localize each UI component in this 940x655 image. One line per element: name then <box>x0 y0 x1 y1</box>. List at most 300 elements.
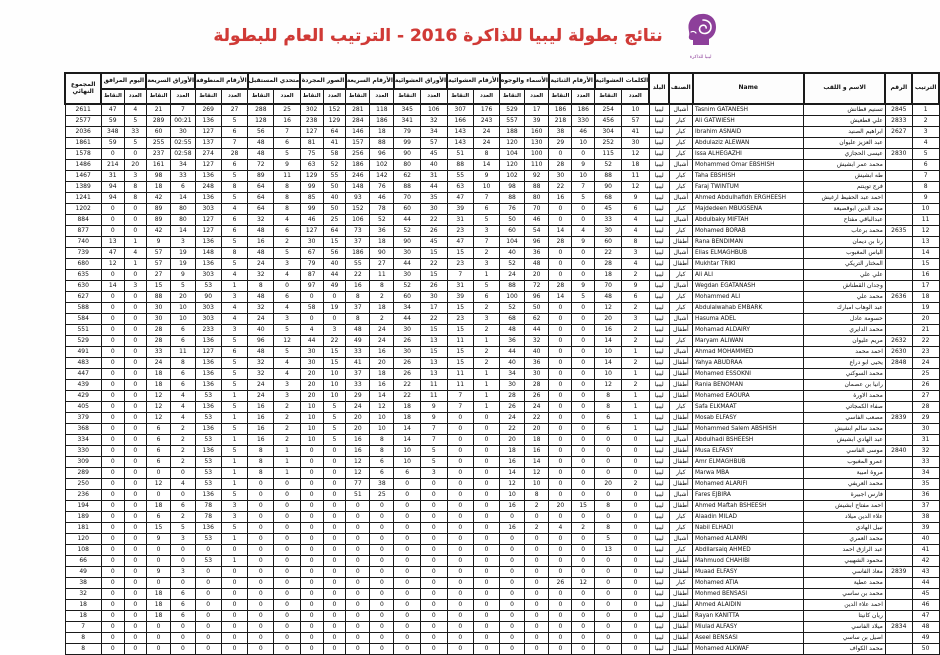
cell-value: 16 <box>500 457 525 468</box>
cell-value: 5 <box>274 248 300 259</box>
cell-name-ar: عيسى الحجازي <box>804 149 885 160</box>
sub-header-count: العدد <box>572 89 595 104</box>
cell-value: 8 <box>274 182 300 193</box>
cell-value: 18 <box>394 413 421 424</box>
cell-value: 48 <box>500 325 525 336</box>
cell-value: 0 <box>622 622 649 633</box>
cell-value: 0 <box>323 600 346 611</box>
cell-value: 52 <box>394 226 421 237</box>
cell-value: 11 <box>420 391 447 402</box>
cell-value: 45 <box>420 237 447 248</box>
cell-value: 11 <box>171 347 195 358</box>
table-row <box>65 127 939 138</box>
cell-value: 0 <box>549 457 572 468</box>
cell-value: 0 <box>622 457 649 468</box>
cell-value: 6 <box>171 380 195 391</box>
cell-value: 78 <box>195 512 221 523</box>
cell-value: 46 <box>370 193 394 204</box>
cell-value: 98 <box>500 182 525 193</box>
cell-value: 1 <box>221 556 247 567</box>
cell-value: 64 <box>248 182 274 193</box>
sub-header-count: العدد <box>274 89 300 104</box>
cell-rank: 50 <box>912 644 939 655</box>
cell-value: 0 <box>346 512 370 523</box>
cell-value: 29 <box>346 391 370 402</box>
cell-value: 39 <box>447 292 473 303</box>
cell-total: 627 <box>65 292 101 303</box>
cell-id <box>885 314 912 325</box>
cell-value: 0 <box>248 479 274 490</box>
cell-value: 255 <box>146 138 170 149</box>
cell-value: 80 <box>171 204 195 215</box>
cell-name-en: Mohamed ALARIFI <box>693 479 804 490</box>
cell-rank: 14 <box>912 248 939 259</box>
table-row <box>65 160 939 171</box>
cell-name-ar: ريان كانيتا <box>804 611 885 622</box>
cell-value: 0 <box>500 611 525 622</box>
cell-value: 0 <box>549 369 572 380</box>
col-header-discipline-9: الأرقام المنطوقة <box>195 73 248 89</box>
cell-category: أطفال <box>669 567 692 578</box>
cell-value: 0 <box>524 567 549 578</box>
cell-value: 0 <box>124 600 146 611</box>
cell-value: 0 <box>300 457 323 468</box>
cell-value: 18 <box>524 435 549 446</box>
cell-category: أطفال <box>669 556 692 567</box>
cell-value: 4 <box>171 413 195 424</box>
cell-value: 53 <box>195 556 221 567</box>
cell-value: 47 <box>101 248 124 259</box>
cell-value: 0 <box>101 501 124 512</box>
cell-id: 2627 <box>885 127 912 138</box>
cell-value: 0 <box>572 556 595 567</box>
col-header-discipline-7: الصور المجردة <box>300 73 346 89</box>
cell-value: 7 <box>274 127 300 138</box>
cell-value: 2 <box>274 402 300 413</box>
cell-value: 0 <box>572 325 595 336</box>
cell-name-en: Ali GATWIESH <box>693 116 804 127</box>
cell-value: 0 <box>524 578 549 589</box>
cell-value: 16 <box>500 523 525 534</box>
cell-value: 8 <box>595 391 622 402</box>
cell-name-ar: محمود الشهيبي <box>804 556 885 567</box>
cell-value: 20 <box>500 435 525 446</box>
cell-value: 0 <box>500 622 525 633</box>
cell-value: 15 <box>420 270 447 281</box>
table-row <box>65 171 939 182</box>
col-header-id: الرقم <box>885 73 912 104</box>
cell-value: 2 <box>370 314 394 325</box>
cell-value: 0 <box>248 556 274 567</box>
cell-category: كبار <box>669 336 692 347</box>
table-row <box>65 501 939 512</box>
cell-value: 1 <box>473 402 499 413</box>
cell-value: 0 <box>549 303 572 314</box>
cell-name-en: Wegdan EGATANASH <box>693 281 804 292</box>
cell-name-en: Faraj TWINTUM <box>693 182 804 193</box>
cell-value: 0 <box>420 633 447 644</box>
cell-category: أطفال <box>669 479 692 490</box>
cell-value: 0 <box>447 424 473 435</box>
cell-id <box>885 402 912 413</box>
cell-value: 16 <box>370 380 394 391</box>
cell-value: 10 <box>370 424 394 435</box>
cell-value: 6 <box>171 501 195 512</box>
cell-value: 0 <box>473 534 499 545</box>
cell-value: 0 <box>323 633 346 644</box>
cell-value: 6 <box>274 138 300 149</box>
cell-value: 14 <box>473 160 499 171</box>
cell-value: 0 <box>146 545 170 556</box>
cell-value: 56 <box>323 248 346 259</box>
cell-category: أطفال <box>669 391 692 402</box>
cell-value: 3 <box>221 292 247 303</box>
cell-name-ar: احمد علاء الدين <box>804 600 885 611</box>
cell-value: 288 <box>248 104 274 116</box>
cell-id: 2632 <box>885 336 912 347</box>
cell-value: 8 <box>595 402 622 413</box>
cell-value: 0 <box>622 633 649 644</box>
cell-value: 136 <box>195 237 221 248</box>
cell-value: 28 <box>549 160 572 171</box>
cell-value: 0 <box>171 578 195 589</box>
cell-value: 20 <box>524 424 549 435</box>
table-row <box>65 424 939 435</box>
cell-value: 0 <box>195 600 221 611</box>
sub-header-points: النقاط <box>447 89 473 104</box>
cell-value: 0 <box>572 204 595 215</box>
cell-value: 88 <box>500 281 525 292</box>
cell-value: 15 <box>323 358 346 369</box>
cell-value: 9 <box>572 281 595 292</box>
cell-value: 53 <box>195 413 221 424</box>
cell-value: 0 <box>101 369 124 380</box>
cell-value: 10 <box>622 104 649 116</box>
cell-value: 0 <box>195 644 221 655</box>
cell-value: 0 <box>370 589 394 600</box>
cell-value: 55 <box>323 171 346 182</box>
cell-value: 40 <box>420 160 447 171</box>
cell-value: 0 <box>473 589 499 600</box>
cell-category: كبار <box>669 149 692 160</box>
cell-value: 7 <box>221 138 247 149</box>
cell-value: 0 <box>195 589 221 600</box>
cell-total: 32 <box>65 589 101 600</box>
cell-value: 30 <box>146 303 170 314</box>
cell-value: 15 <box>447 325 473 336</box>
cell-value: 0 <box>248 490 274 501</box>
cell-name-ar: ابراهيم الصنيد <box>804 127 885 138</box>
cell-value: 21 <box>146 104 170 116</box>
cell-country: ليبيا <box>649 281 669 292</box>
cell-value: 26 <box>524 391 549 402</box>
cell-value: 248 <box>195 182 221 193</box>
cell-value: 0 <box>323 523 346 534</box>
cell-value: 40 <box>323 259 346 270</box>
cell-value: 0 <box>572 215 595 226</box>
cell-value: 31 <box>447 281 473 292</box>
cell-value: 50 <box>323 204 346 215</box>
cell-rank: 6 <box>912 160 939 171</box>
cell-value: 87 <box>300 270 323 281</box>
cell-value: 146 <box>346 127 370 138</box>
cell-value: 0 <box>248 578 274 589</box>
cell-total: 330 <box>65 446 101 457</box>
cell-id <box>885 270 912 281</box>
cell-country: ليبيا <box>649 512 669 523</box>
cell-value: 243 <box>473 116 499 127</box>
cell-value: 60 <box>394 292 421 303</box>
cell-value: 48 <box>248 226 274 237</box>
cell-value: 0 <box>524 622 549 633</box>
cell-value: 6 <box>171 325 195 336</box>
cell-value: 157 <box>346 138 370 149</box>
cell-value: 13 <box>595 545 622 556</box>
cell-value: 0 <box>394 523 421 534</box>
cell-value: 246 <box>346 171 370 182</box>
cell-value: 41 <box>622 127 649 138</box>
cell-value: 16 <box>346 281 370 292</box>
cell-name-en: Abdulalwahab EMBARK <box>693 303 804 314</box>
cell-value: 0 <box>300 545 323 556</box>
cell-value: 0 <box>595 578 622 589</box>
cell-value: 0 <box>346 600 370 611</box>
cell-value: 12 <box>370 402 394 413</box>
cell-value: 16 <box>248 237 274 248</box>
cell-value: 0 <box>370 644 394 655</box>
table-row <box>65 556 939 567</box>
cell-value: 1 <box>221 435 247 446</box>
cell-name-ar: المختار التريكي <box>804 259 885 270</box>
sub-header-points: النقاط <box>146 89 170 104</box>
cell-value: 38 <box>549 127 572 138</box>
cell-value: 3 <box>274 391 300 402</box>
cell-value: 0 <box>447 501 473 512</box>
cell-total: 740 <box>65 237 101 248</box>
cell-total: 7 <box>65 622 101 633</box>
cell-value: 6 <box>370 468 394 479</box>
cell-value: 26 <box>394 336 421 347</box>
cell-value: 28 <box>221 149 247 160</box>
cell-value: 0 <box>101 336 124 347</box>
cell-value: 26 <box>420 226 447 237</box>
cell-value: 0 <box>323 314 346 325</box>
cell-value: 0 <box>171 468 195 479</box>
cell-category: أطفال <box>669 325 692 336</box>
cell-category: أطفال <box>669 644 692 655</box>
cell-country: ليبيا <box>649 237 669 248</box>
cell-value: 47 <box>101 104 124 116</box>
cell-country: ليبيا <box>649 215 669 226</box>
cell-total: 1861 <box>65 138 101 149</box>
col-header-discipline-4: الأرقام العشوائية <box>447 73 500 89</box>
cell-value: 0 <box>195 545 221 556</box>
cell-value: 0 <box>420 567 447 578</box>
cell-value: 5 <box>274 149 300 160</box>
cell-country: ليبيا <box>649 435 669 446</box>
cell-value: 0 <box>124 149 146 160</box>
cell-value: 3 <box>171 567 195 578</box>
cell-name-ar: اصيل بن ساسي <box>804 633 885 644</box>
cell-value: 6 <box>274 292 300 303</box>
cell-value: 0 <box>572 402 595 413</box>
cell-value: 0 <box>549 622 572 633</box>
cell-rank: 22 <box>912 336 939 347</box>
cell-value: 3 <box>420 468 447 479</box>
cell-total: 483 <box>65 358 101 369</box>
cell-rank: 24 <box>912 358 939 369</box>
cell-id <box>885 545 912 556</box>
cell-id <box>885 193 912 204</box>
cell-category: أطفال <box>669 611 692 622</box>
sub-header-points: النقاط <box>549 89 572 104</box>
cell-value: 0 <box>300 501 323 512</box>
cell-value: 12 <box>595 380 622 391</box>
cell-value: 16 <box>248 435 274 446</box>
sub-header-count: العدد <box>171 89 195 104</box>
cell-value: 0 <box>473 501 499 512</box>
cell-country: ليبيا <box>649 116 669 127</box>
cell-value: 8 <box>274 204 300 215</box>
cell-category: أشبال <box>669 490 692 501</box>
cell-value: 8 <box>274 193 300 204</box>
cell-value: 148 <box>346 182 370 193</box>
cell-value: 2 <box>274 413 300 424</box>
cell-value: 0 <box>572 457 595 468</box>
cell-value: 0 <box>101 413 124 424</box>
cell-value: 6 <box>171 589 195 600</box>
cell-name-ar: مصعب الفاسي <box>804 413 885 424</box>
cell-value: 110 <box>524 160 549 171</box>
cell-id <box>885 468 912 479</box>
cell-rank: 10 <box>912 204 939 215</box>
cell-country: ليبيا <box>649 325 669 336</box>
cell-value: 88 <box>524 182 549 193</box>
cell-value: 53 <box>195 435 221 446</box>
cell-value: 0 <box>101 303 124 314</box>
cell-value: 14 <box>524 457 549 468</box>
cell-value: 1 <box>622 347 649 358</box>
cell-total: 120 <box>65 534 101 545</box>
cell-value: 0 <box>370 633 394 644</box>
cell-value: 186 <box>346 160 370 171</box>
cell-value: 32 <box>248 270 274 281</box>
cell-value: 46 <box>300 215 323 226</box>
cell-name-ar: حسومة عادل <box>804 314 885 325</box>
cell-value: 0 <box>274 512 300 523</box>
cell-value: 2 <box>171 512 195 523</box>
cell-value: 0 <box>549 380 572 391</box>
cell-value: 0 <box>346 644 370 655</box>
cell-value: 0 <box>300 292 323 303</box>
cell-id <box>885 512 912 523</box>
cell-name-ar: نبيل الهادي <box>804 523 885 534</box>
cell-value: 30 <box>595 226 622 237</box>
cell-value: 10 <box>300 413 323 424</box>
cell-country: ليبيا <box>649 182 669 193</box>
cell-name-en: Rania BENOMAN <box>693 380 804 391</box>
cell-value: 10 <box>500 490 525 501</box>
cell-value: 52 <box>500 259 525 270</box>
cell-value: 0 <box>473 611 499 622</box>
cell-value: 8 <box>473 149 499 160</box>
cell-rank: 29 <box>912 413 939 424</box>
cell-value: 303 <box>195 270 221 281</box>
cell-category: كبار <box>669 127 692 138</box>
cell-name-en: Musa ELFASY <box>693 446 804 457</box>
cell-name-en: Marwa MBA <box>693 468 804 479</box>
cell-rank: 18 <box>912 292 939 303</box>
cell-value: 0 <box>549 215 572 226</box>
table-row <box>65 149 939 160</box>
cell-value: 6 <box>146 457 170 468</box>
cell-value: 9 <box>622 281 649 292</box>
cell-value: 0 <box>572 413 595 424</box>
cell-name-en: Abdllarsaiq AHMED <box>693 545 804 556</box>
cell-value: 9 <box>420 402 447 413</box>
cell-rank: 41 <box>912 545 939 556</box>
cell-value: 34 <box>500 369 525 380</box>
cell-value: 127 <box>195 215 221 226</box>
brain-profile-icon <box>681 12 721 54</box>
cell-value: 0 <box>500 644 525 655</box>
cell-value: 44 <box>323 270 346 281</box>
cell-value: 78 <box>370 204 394 215</box>
cell-country: ليبيا <box>649 402 669 413</box>
cell-name-en: Ahmed Maftah BSHEESH <box>693 501 804 512</box>
cell-name-en: Mohammed ALI <box>693 292 804 303</box>
cell-value: 5 <box>221 171 247 182</box>
cell-value: 8 <box>248 457 274 468</box>
cell-value: 7 <box>171 104 195 116</box>
cell-value: 4 <box>274 358 300 369</box>
cell-country: ليبيا <box>649 644 669 655</box>
cell-value: 0 <box>248 600 274 611</box>
cell-value: 0 <box>101 512 124 523</box>
cell-value: 2 <box>473 248 499 259</box>
cell-rank: 42 <box>912 556 939 567</box>
cell-value: 60 <box>146 127 170 138</box>
cell-value: 15 <box>323 237 346 248</box>
cell-value: 0 <box>622 512 649 523</box>
cell-value: 136 <box>195 259 221 270</box>
cell-category: أطفال <box>669 457 692 468</box>
cell-rank: 36 <box>912 490 939 501</box>
cell-category: أطفال <box>669 633 692 644</box>
cell-country: ليبيا <box>649 413 669 424</box>
cell-total: 1578 <box>65 149 101 160</box>
cell-value: 0 <box>524 556 549 567</box>
cell-value: 8 <box>370 446 394 457</box>
cell-value: 0 <box>595 611 622 622</box>
cell-value: 0 <box>447 479 473 490</box>
cell-value: 26 <box>420 281 447 292</box>
cell-value: 0 <box>420 622 447 633</box>
cell-value: 26 <box>394 358 421 369</box>
table-row <box>65 314 939 325</box>
cell-value: 18 <box>370 237 394 248</box>
cell-value: 0 <box>323 545 346 556</box>
cell-id <box>885 182 912 193</box>
cell-value: 269 <box>195 104 221 116</box>
cell-rank: 21 <box>912 325 939 336</box>
cell-value: 0 <box>274 523 300 534</box>
cell-value: 63 <box>300 160 323 171</box>
cell-value: 4 <box>274 303 300 314</box>
cell-value: 0 <box>500 545 525 556</box>
cell-value: 0 <box>524 512 549 523</box>
cell-value: 2 <box>622 270 649 281</box>
